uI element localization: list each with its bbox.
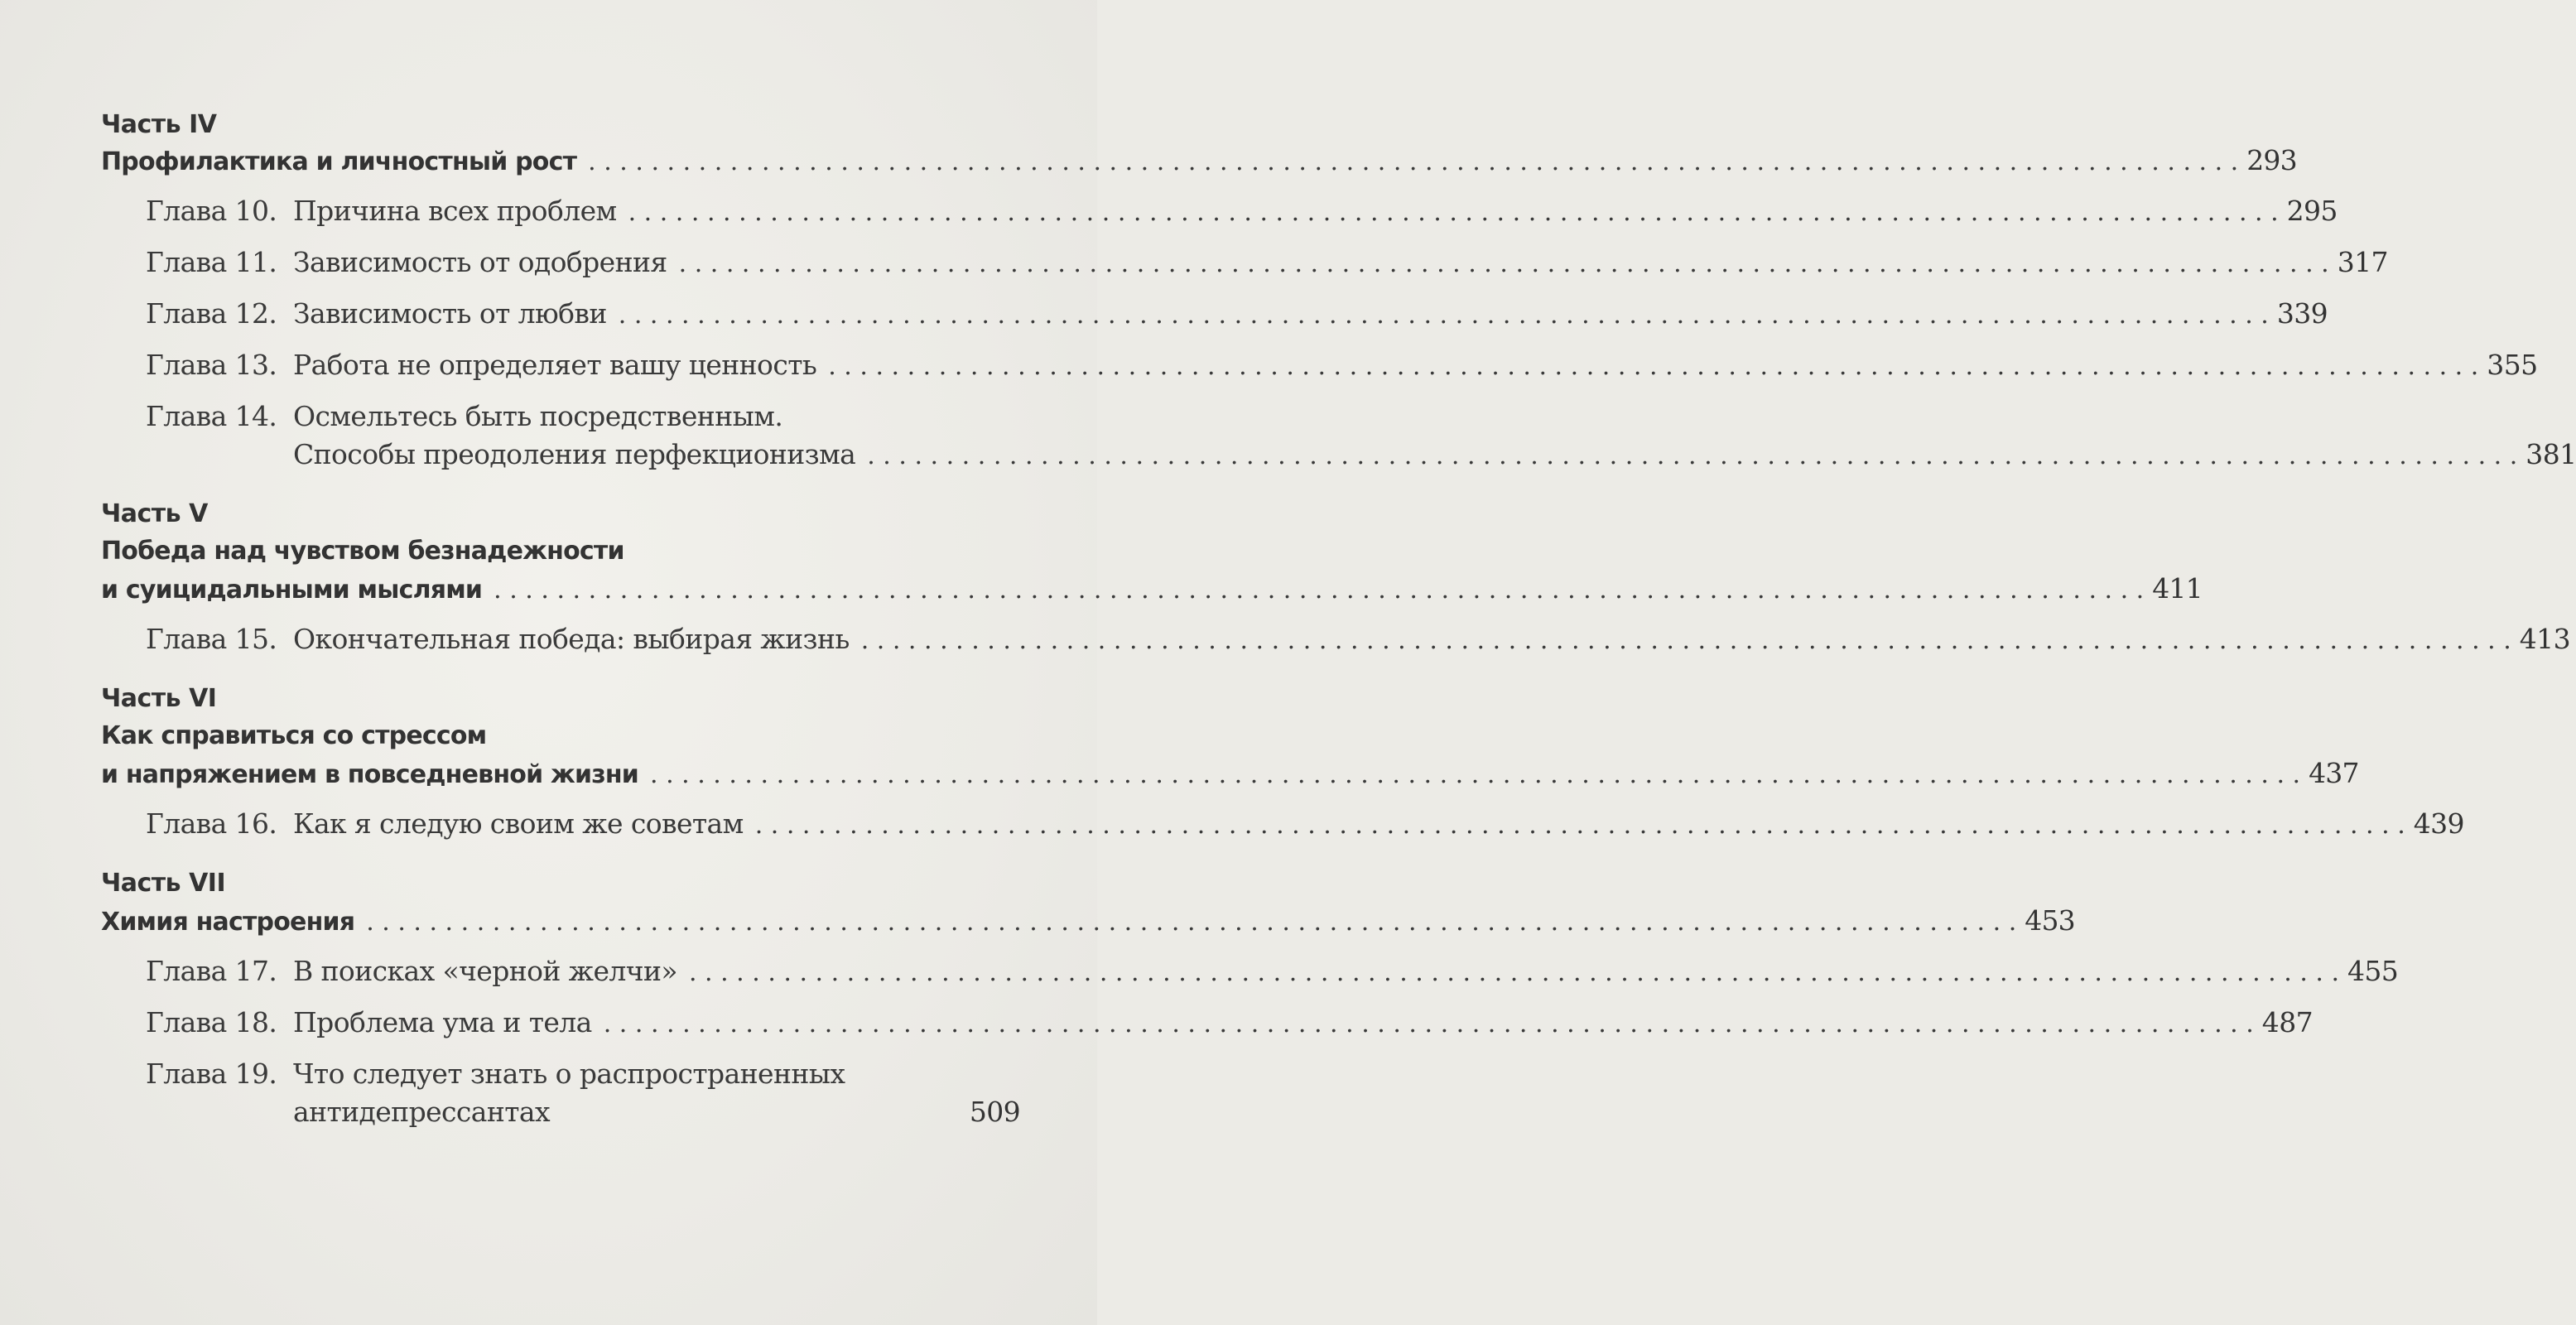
toc-chapter-13 (146, 346, 2538, 386)
page-number: 487 (2261, 1006, 2313, 1038)
chapter-label: Глава 18. (146, 1006, 277, 1038)
dot-leader (494, 571, 2144, 609)
chapter-title: Осмельтесь быть посредственным. (293, 400, 783, 432)
toc-chapter-11 (146, 243, 2388, 283)
chapter-label: Глава 11. (146, 246, 277, 278)
page-number: 455 (2347, 955, 2399, 987)
chapter-title: Работа не определяет вашу ценность (293, 349, 817, 381)
chapter-label: Глава 15. (146, 623, 277, 655)
page-number: 437 (2309, 757, 2359, 789)
page-number: 317 (2337, 246, 2388, 278)
page-number: 295 (2286, 195, 2338, 227)
page-number: 293 (2246, 144, 2297, 176)
part-title: Профилактика и личностный рост (101, 147, 577, 176)
dot-leader (679, 245, 2329, 283)
chapter-title: Что следует знать о распространенных (293, 1058, 845, 1090)
page-number: 411 (2152, 572, 2203, 605)
toc-part-4 (101, 106, 2576, 475)
part-label: Часть IV (101, 110, 217, 139)
toc-chapter-12 (146, 295, 2328, 335)
page-number: 413 (2519, 623, 2570, 655)
chapter-label: Глава 16. (146, 807, 277, 840)
part-title: Победа над чувством безнадежности (101, 537, 624, 566)
chapter-label: Глава 12. (146, 297, 277, 330)
chapter-label: Глава 10. (146, 195, 277, 227)
dot-leader (604, 1005, 2254, 1043)
chapter-title: Проблема ума и тела (293, 1006, 592, 1038)
part-title-line (101, 142, 2297, 181)
dot-leader (619, 296, 2269, 335)
dot-leader (588, 143, 2238, 181)
toc-chapter-17 (146, 952, 2399, 992)
dot-leader (689, 954, 2339, 992)
dot-leader (861, 622, 2511, 660)
chapter-title: Зависимость от любви (293, 297, 607, 330)
page-number: 381 (2525, 438, 2576, 470)
page-number: 339 (2276, 297, 2328, 330)
dot-leader (867, 437, 2517, 475)
chapter-title: Зависимость от одобрения (293, 246, 667, 278)
page-number: 453 (2025, 904, 2075, 937)
chapter-title: Окончательная победа: выбирая жизнь (293, 623, 850, 655)
dot-leader (755, 807, 2405, 845)
chapter-label: Глава 17. (146, 955, 277, 987)
page-number: 355 (2487, 349, 2538, 381)
chapter-title-continued: антидепрессантах (293, 1096, 550, 1128)
part-title-line (101, 754, 2359, 793)
chapter-label: Глава 19. (146, 1058, 277, 1090)
toc-chapter-16 (146, 805, 2464, 845)
chapter-label: Глава 13. (146, 349, 277, 381)
dot-leader (650, 756, 2300, 793)
table-of-contents (101, 106, 2576, 1151)
toc-chapter-15 (146, 620, 2570, 660)
toc-part-5 (101, 495, 2570, 660)
toc-chapter-19 (146, 1055, 1020, 1131)
part-title-continued: и суицидальными мыслями (101, 576, 483, 605)
chapter-title: Как я следую своим же советам (293, 807, 744, 840)
chapter-title: В поисках «черной желчи» (293, 955, 677, 987)
part-title: Химия настроения (101, 908, 355, 937)
part-title-line (101, 570, 2203, 609)
dot-leader (628, 194, 2279, 232)
toc-part-6 (101, 680, 2464, 845)
page-number: 439 (2413, 807, 2464, 840)
toc-part-7 (101, 865, 2399, 1131)
chapter-label: Глава 14. (146, 400, 277, 432)
toc-chapter-14 (146, 398, 2576, 475)
toc-chapter-10 (146, 192, 2338, 232)
page-number: 509 (969, 1096, 1020, 1128)
part-label: Часть VI (101, 684, 217, 713)
dot-leader (366, 903, 2016, 941)
dot-leader (828, 348, 2478, 386)
chapter-title-continued: Способы преодоления перфекционизма (293, 438, 856, 470)
chapter-title: Причина всех проблем (293, 195, 617, 227)
toc-chapter-18 (146, 1004, 2313, 1043)
part-title-line (101, 902, 2075, 941)
part-label: Часть VII (101, 869, 226, 898)
part-title-continued: и напряжением в повседневной жизни (101, 760, 638, 789)
part-title: Как справиться со стрессом (101, 721, 487, 750)
part-label: Часть V (101, 499, 208, 528)
